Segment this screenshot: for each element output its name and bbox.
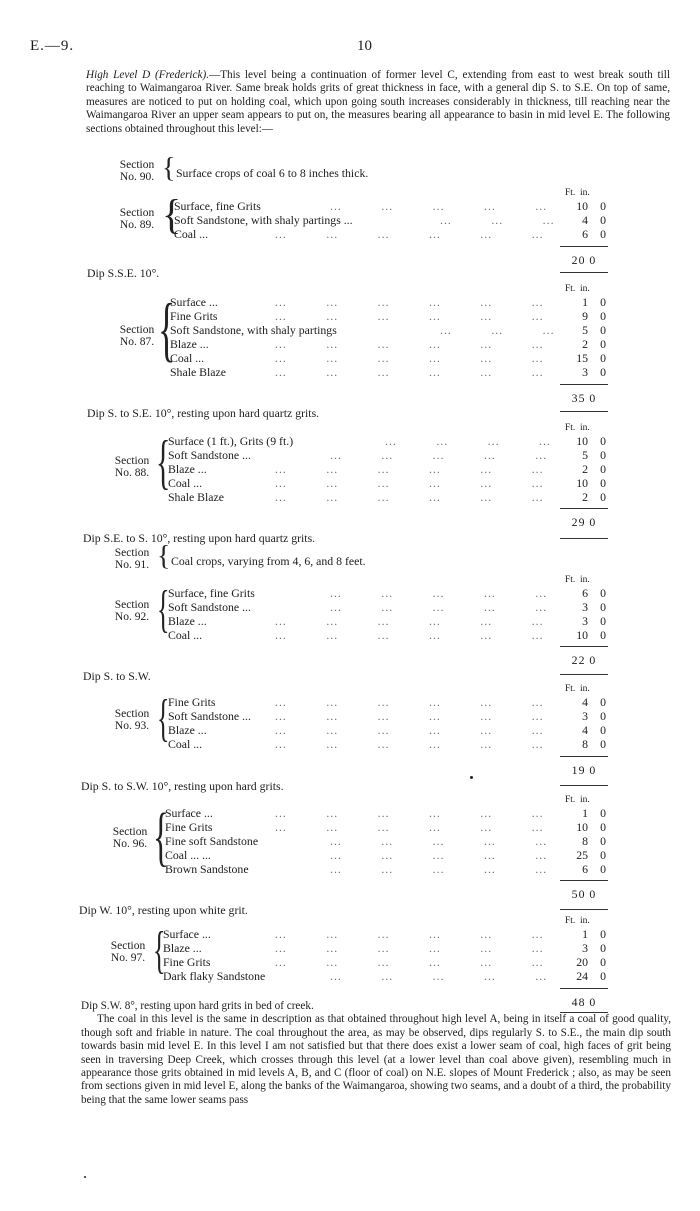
row-in: 0 (600, 969, 606, 983)
rule (560, 272, 608, 273)
row-in: 0 (600, 365, 606, 379)
units-header: Ft. in. (565, 575, 590, 585)
leader-dots: ... ... ... ... ... ... (275, 927, 544, 941)
row-ft: 1 (582, 806, 588, 820)
row-in: 0 (600, 295, 606, 309)
leader-dots: ... ... ... ... ... ... (275, 941, 544, 955)
row-ft: 6 (582, 227, 588, 241)
rule (560, 384, 608, 385)
leader-dots: ... ... ... (440, 323, 555, 337)
row-ft: 8 (582, 834, 588, 848)
print-speck (470, 776, 473, 779)
row-in: 0 (600, 834, 606, 848)
row-desc: Fine Grits (168, 695, 216, 709)
row-desc: Soft Sandstone ... (168, 709, 251, 723)
row-ft: 10 (576, 199, 588, 213)
row-in: 0 (600, 309, 606, 323)
total-value: 20 0 (571, 253, 597, 267)
brace-icon: { (157, 581, 170, 638)
brace-icon: { (153, 800, 169, 873)
row-ft: 24 (576, 969, 588, 983)
brace-icon: { (153, 922, 166, 979)
leader-dots: ... ... ... ... ... ... (275, 695, 544, 709)
row-ft: 25 (576, 848, 588, 862)
row-ft: 1 (582, 927, 588, 941)
brace-icon: { (158, 289, 176, 369)
section-label (112, 159, 162, 183)
row-in: 0 (600, 862, 606, 876)
table-row (0, 941, 700, 955)
row-in: 0 (600, 337, 606, 351)
row-desc: Shale Blaze (170, 365, 227, 379)
row-desc: Coal ... (168, 628, 203, 642)
table-row (0, 309, 700, 323)
row-in: 0 (600, 448, 606, 462)
leader-dots: ... ... ... ... ... ... (275, 227, 544, 241)
section-label-text: Section No. 88. (114, 455, 150, 479)
table-row (0, 199, 700, 213)
row-in: 0 (600, 434, 606, 448)
row-in: 0 (600, 628, 606, 642)
leader-dots: ... ... ... ... ... ... (275, 365, 544, 379)
row-in: 0 (600, 323, 606, 337)
section-label-text: Section No. 97. (110, 940, 146, 964)
total-value: 19 0 (571, 763, 597, 777)
rule (560, 785, 608, 786)
leader-dots: ... ... ... ... ... ... (275, 806, 544, 820)
row-ft: 2 (582, 337, 588, 351)
intro-title: High Level D (Frederick). (86, 69, 209, 81)
row-in: 0 (600, 723, 606, 737)
row-desc: Shale Blaze (168, 490, 225, 504)
row-ft: 6 (582, 862, 588, 876)
brace-icon: { (156, 429, 171, 495)
row-in: 0 (600, 490, 606, 504)
row-in: 0 (600, 820, 606, 834)
units-header: Ft. in. (565, 795, 590, 805)
row-in: 0 (600, 614, 606, 628)
leader-dots: ... ... ... ... ... (330, 969, 548, 983)
table-row (0, 434, 700, 448)
rule (560, 880, 608, 881)
row-ft: 3 (582, 600, 588, 614)
row-desc: Dark flaky Sandstone (163, 969, 266, 983)
row-ft: 5 (582, 323, 588, 337)
section-label-text: Section No. 87. (119, 324, 155, 348)
row-in: 0 (600, 476, 606, 490)
table-row (0, 969, 700, 983)
leader-dots: ... ... ... ... ... ... (275, 614, 544, 628)
section-label-text: Section No. 96. (112, 826, 148, 850)
row-ft: 4 (582, 213, 588, 227)
rule (560, 246, 608, 247)
leader-dots: ... ... ... ... ... ... (275, 295, 544, 309)
row-in: 0 (600, 213, 606, 227)
row-ft: 6 (582, 586, 588, 600)
leader-dots: ... ... ... ... ... ... (275, 709, 544, 723)
dip-note: Dip W. 10°, resting upon white grit. (79, 903, 248, 917)
row-desc: Blaze ... (168, 462, 207, 476)
section-label-text: Section No. 93. (114, 708, 150, 732)
rule (560, 674, 608, 675)
table-row (0, 476, 700, 490)
table-row (0, 365, 700, 379)
row-ft: 10 (576, 434, 588, 448)
row-in: 0 (600, 462, 606, 476)
units-header: Ft. in. (565, 684, 590, 694)
dip-note: Dip S.E. to S. 10°, resting upon hard quartz grits. (83, 531, 316, 545)
rule (560, 411, 608, 412)
leader-dots: ... ... ... ... ... (330, 199, 548, 213)
row-in: 0 (600, 806, 606, 820)
table-row (0, 955, 700, 969)
leader-dots: ... ... ... ... ... (330, 600, 548, 614)
leader-dots: ... ... ... ... ... ... (275, 490, 544, 504)
table-row (0, 337, 700, 351)
leader-dots: ... ... ... ... ... ... (275, 955, 544, 969)
row-desc: Coal ... (168, 476, 203, 490)
section-text: Surface crops of coal 6 to 8 inches thick. (176, 166, 369, 180)
table-row (0, 709, 700, 723)
rule (560, 756, 608, 757)
brace-icon: { (157, 690, 170, 747)
row-desc: Coal ... (170, 351, 205, 365)
table-row (0, 806, 700, 820)
row-in: 0 (600, 927, 606, 941)
dip-note: Dip S. to S.W. 10°, resting upon hard grits. (81, 779, 284, 793)
units-header: Ft. in. (565, 423, 590, 433)
rule (560, 508, 608, 509)
row-ft: 10 (576, 476, 588, 490)
leader-dots: ... ... ... ... ... ... (275, 476, 544, 490)
row-desc: Fine Grits (165, 820, 213, 834)
table-row (0, 490, 700, 504)
row-desc: Coal ... (168, 737, 203, 751)
row-desc: Fine Grits (163, 955, 211, 969)
table-row (0, 323, 700, 337)
table-row (0, 628, 700, 642)
table-row (0, 462, 700, 476)
table-row (0, 586, 700, 600)
brace-icon: { (157, 541, 171, 572)
intro-text: —This level being a continuation of former level C, extending from east to west break south till reaching to Waimangaroa River. Same break holds grits of great thickness in face, with a general dip S. to S.E. On top of same, measures are noticed to put on holding coal, which upon going south increases considerably in thickness, till reaching near the Waimangaroa River an upper seam appears to put on, the measures bearing all appearance to basin in mid level E. The following sections obtained throughout this level:— (86, 69, 670, 135)
dip-note: Dip S.S.E. 10°. (87, 266, 160, 280)
page-number: 10 (357, 38, 372, 54)
section-label-text: Section No. 92. (114, 599, 150, 623)
row-ft: 3 (582, 365, 588, 379)
row-ft: 10 (576, 628, 588, 642)
rule (560, 988, 608, 989)
brace-icon: { (162, 153, 176, 184)
row-desc: Blaze ... (168, 614, 207, 628)
row-desc: Blaze ... (163, 941, 202, 955)
row-in: 0 (600, 737, 606, 751)
closing-dip-note: Dip S.W. 8°, resting upon hard grits in bed of creek. (81, 1000, 314, 1012)
leader-dots: ... ... ... ... ... ... (275, 351, 544, 365)
table-row (0, 737, 700, 751)
table-row (0, 448, 700, 462)
row-ft: 5 (582, 448, 588, 462)
row-desc: Soft Sandstone ... (168, 448, 251, 462)
row-in: 0 (600, 351, 606, 365)
section-label-text: Section No. 89. (119, 207, 155, 231)
table-row (0, 227, 700, 241)
section-label (107, 547, 157, 571)
table-row (0, 600, 700, 614)
row-in: 0 (600, 586, 606, 600)
leader-dots: ... ... ... ... ... ... (275, 309, 544, 323)
print-speck (84, 1176, 86, 1178)
section-text: Coal crops, varying from 4, 6, and 8 feet. (171, 554, 366, 568)
table-row (0, 834, 700, 848)
row-in: 0 (600, 941, 606, 955)
table-row (0, 820, 700, 834)
row-desc: Surface, fine Grits (174, 199, 261, 213)
leader-dots: ... ... ... ... ... ... (275, 820, 544, 834)
closing-paragraph (81, 1000, 671, 1107)
rule (560, 538, 608, 539)
leader-dots: ... ... ... ... ... (330, 448, 548, 462)
table-row (0, 927, 700, 941)
total-value: 48 0 (571, 995, 597, 1009)
row-desc: Fine Grits (170, 309, 218, 323)
row-ft: 15 (576, 351, 588, 365)
row-desc: Brown Sandstone (165, 862, 249, 876)
row-in: 0 (600, 600, 606, 614)
row-ft: 9 (582, 309, 588, 323)
units-header: Ft. in. (565, 188, 590, 198)
total-value: 29 0 (571, 515, 597, 529)
total-value: 50 0 (571, 887, 597, 901)
row-in: 0 (600, 695, 606, 709)
leader-dots: ... ... ... ... ... ... (275, 723, 544, 737)
leader-dots: ... ... ... ... ... ... (275, 462, 544, 476)
table-row (0, 213, 700, 227)
row-desc: Surface (1 ft.), Grits (9 ft.) (168, 434, 294, 448)
leader-dots: ... ... ... ... ... (330, 586, 548, 600)
total-value: 35 0 (571, 391, 597, 405)
leader-dots: ... ... ... ... ... (330, 848, 548, 862)
row-in: 0 (600, 848, 606, 862)
row-ft: 8 (582, 737, 588, 751)
row-ft: 4 (582, 695, 588, 709)
section-label-text: Section No. 91. (114, 547, 150, 571)
rule (560, 909, 608, 910)
row-ft: 3 (582, 614, 588, 628)
row-ft: 20 (576, 955, 588, 969)
row-ft: 10 (576, 820, 588, 834)
row-desc: Surface ... (165, 806, 213, 820)
leader-dots: ... ... ... ... ... ... (275, 737, 544, 751)
row-desc: Soft Sandstone ... (168, 600, 251, 614)
row-desc: Fine soft Sandstone (165, 834, 259, 848)
table-row (0, 723, 700, 737)
table-row (0, 614, 700, 628)
units-header: Ft. in. (565, 916, 590, 926)
leader-dots: ... ... ... ... ... (330, 862, 548, 876)
leader-dots: ... ... ... ... ... ... (275, 628, 544, 642)
table-row (0, 295, 700, 309)
row-desc: Surface ... (163, 927, 211, 941)
row-ft: 3 (582, 941, 588, 955)
row-desc: Coal ... ... (165, 848, 211, 862)
intro-paragraph (86, 69, 670, 136)
table-row (0, 862, 700, 876)
row-in: 0 (600, 199, 606, 213)
units-header: Ft. in. (565, 284, 590, 294)
row-in: 0 (600, 955, 606, 969)
leader-dots: ... ... ... ... ... ... (275, 337, 544, 351)
table-row (0, 695, 700, 709)
row-ft: 4 (582, 723, 588, 737)
row-ft: 1 (582, 295, 588, 309)
row-desc: Blaze ... (170, 337, 209, 351)
brace-icon: { (162, 190, 182, 239)
table-row (0, 848, 700, 862)
rule (560, 646, 608, 647)
leader-dots: ... ... ... (440, 213, 555, 227)
row-in: 0 (600, 709, 606, 723)
closing-text: The coal in this level is the same in description as that obtained throughout high level A, being in itself a coal of good quality, though soft and friable in nature. The coal throughout the area, as may be observed, dips regularly S. to S.E., the main dip south towards basin mid level E. In this level I am not satisfied but that there does exist a lower seam of coal, high faces of grit being seen in traversing Deep Creek, which crosses through this level (at a lower level than coal above given), resembling much in appearance those grits obtained in mid levels A, B, and C (floor of coal) on N.E. slopes of Mount Frederick ; also, as may be seen from sections given in mid level E, along the banks of the Waimangaroa, showing two seams, and a doubt of a third, the probability being that the same lower seams pass (81, 1013, 671, 1106)
dip-note: Dip S. to S.W. (83, 669, 151, 683)
row-ft: 2 (582, 462, 588, 476)
row-desc: Surface, fine Grits (168, 586, 255, 600)
row-desc: Coal ... (174, 227, 209, 241)
document-reference: E.—9. (30, 38, 75, 54)
total-value: 22 0 (571, 653, 597, 667)
row-ft: 2 (582, 490, 588, 504)
row-ft: 3 (582, 709, 588, 723)
row-desc: Soft Sandstone, with shaly partings ... (174, 213, 353, 227)
row-in: 0 (600, 227, 606, 241)
row-desc: Blaze ... (168, 723, 207, 737)
row-desc: Surface ... (170, 295, 218, 309)
leader-dots: ... ... ... ... (385, 434, 551, 448)
row-desc: Soft Sandstone, with shaly partings (170, 323, 337, 337)
table-row (0, 351, 700, 365)
leader-dots: ... ... ... ... ... (330, 834, 548, 848)
section-label-text: Section No. 90. (119, 159, 155, 183)
dip-note: Dip S. to S.E. 10°, resting upon hard quartz grits. (87, 406, 320, 420)
